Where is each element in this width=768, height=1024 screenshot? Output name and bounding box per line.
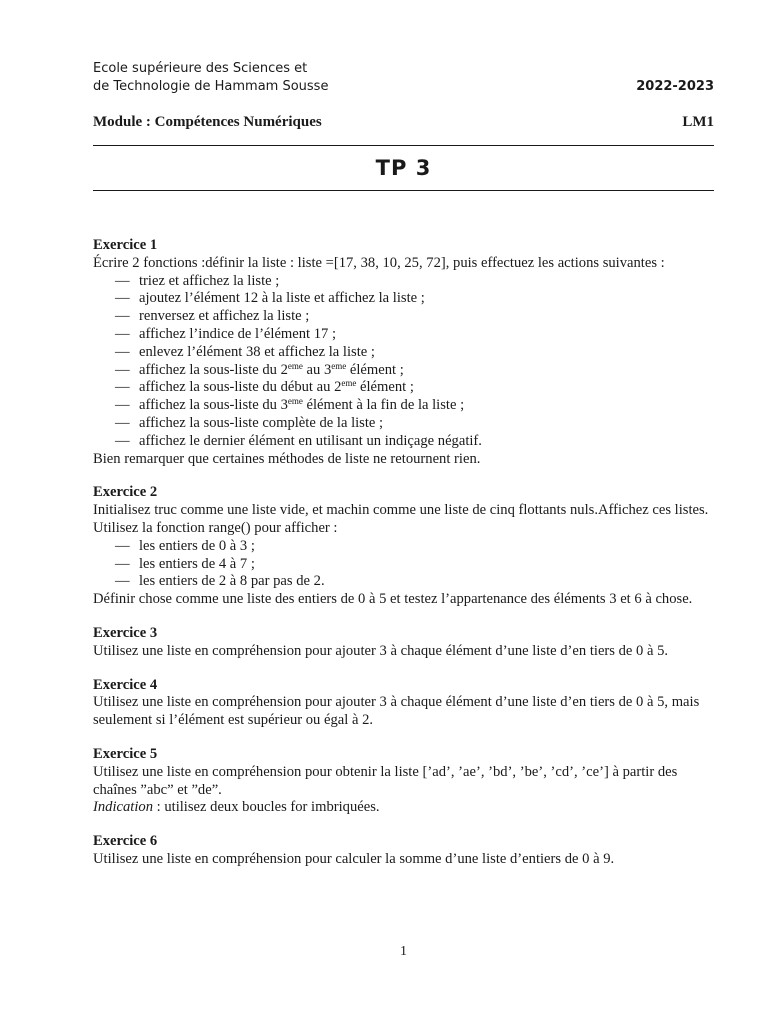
list-item-text: triez et affichez la liste ; [139, 272, 280, 289]
list-item-text: élément ; [356, 379, 414, 396]
superscript: eme [341, 378, 357, 389]
list-item-text: affichez la sous-liste du début au 2 [139, 379, 342, 396]
list-item [115, 308, 714, 326]
school-line-2: de Technologie de Hammam Sousse [93, 79, 329, 94]
dash-marker: — [115, 537, 130, 554]
dash-marker: — [115, 397, 130, 414]
list-item [115, 415, 714, 433]
list-item-text: affichez l’indice de l’élément 17 ; [139, 325, 337, 342]
exercise-paragraph: Utilisez une liste en compréhension pour ajouter 3 à chaque élément d’une liste d’en tiers de 0 à 5, mais seulement si l’élément est supérieur ou égal à 2. [93, 694, 700, 729]
list-item [115, 344, 714, 362]
superscript: eme [331, 360, 347, 371]
list-item-text: affichez la sous-liste du 3 [139, 397, 288, 414]
list-item [115, 273, 714, 291]
exercise-paragraph: Définir chose comme une liste des entiers de 0 à 5 et testez l’appartenance des éléments 3 et 6 à chose. [93, 591, 693, 608]
exercise-4 [93, 677, 714, 730]
exercise-note: Bien remarquer que certaines méthodes de liste ne retournent rien. [93, 450, 481, 467]
page-title: TP 3 [375, 156, 432, 180]
module-name: Module : Compétences Numériques [93, 114, 322, 130]
action-list [93, 273, 714, 451]
exercise-paragraph: Utilisez la fonction range() pour afficher : [93, 519, 338, 536]
exercise-indication [93, 799, 714, 817]
dash-marker: — [115, 308, 130, 325]
list-item [115, 379, 714, 397]
exercise-title: Exercice 4 [93, 676, 158, 693]
list-item-text: enlevez l’élément 38 et affichez la liste ; [139, 343, 375, 360]
exercise-title: Exercice 6 [93, 833, 158, 850]
top-rule [93, 145, 714, 146]
dash-marker: — [115, 272, 130, 289]
exercise-paragraph: Utilisez une liste en compréhension pour calculer la somme d’une liste d’entiers de 0 à 9. [93, 850, 615, 867]
dash-marker: — [115, 379, 130, 396]
document-page [93, 0, 714, 1024]
list-item-text: élément à la fin de la liste ; [302, 397, 465, 414]
superscript: eme [287, 396, 303, 407]
list-item-text: élément ; [346, 361, 404, 378]
dash-marker: — [115, 414, 130, 431]
list-item-text: les entiers de 0 à 3 ; [139, 537, 255, 554]
exercise-title: Exercice 3 [93, 624, 158, 641]
exercise-6 [93, 833, 714, 869]
list-item-text: affichez la sous-liste du 2 [139, 361, 288, 378]
dash-marker: — [115, 290, 130, 307]
exercise-5 [93, 746, 714, 817]
list-item [115, 556, 714, 574]
dash-marker: — [115, 361, 130, 378]
exercise-intro: Écrire 2 fonctions :définir la liste : liste =[17, 38, 10, 25, 72], puis effectuez les actions suivantes : [93, 254, 665, 271]
exercise-title: Exercice 1 [93, 237, 158, 253]
superscript: eme [287, 360, 303, 371]
dash-marker: — [115, 432, 130, 449]
list-item [115, 397, 714, 415]
dash-marker: — [115, 573, 130, 590]
bottom-rule [93, 190, 714, 191]
list-item [115, 573, 714, 591]
exercises [93, 237, 714, 885]
list-item [115, 433, 714, 451]
list-item-text: les entiers de 4 à 7 ; [139, 555, 255, 572]
exercise-paragraph: Utilisez une liste en compréhension pour obtenir la liste [’ad’, ’ae’, ’bd’, ’be’, ’cd’, ’ce’] à partir des chaînes ”abc” et ”de”. [93, 763, 678, 798]
list-item [115, 290, 714, 308]
list-item [115, 362, 714, 380]
school-line-1: Ecole supérieure des Sciences et [93, 61, 308, 76]
level-label: LM1 [682, 114, 714, 130]
page-number: 1 [400, 944, 407, 959]
indication-text: : utilisez deux boucles for imbriquées. [153, 799, 380, 816]
list-item [115, 538, 714, 556]
exercise-1 [93, 237, 714, 468]
exercise-2 [93, 484, 714, 609]
indication-label: Indication [93, 799, 153, 816]
exercise-3 [93, 625, 714, 661]
list-item [115, 326, 714, 344]
list-item-text: ajoutez l’élément 12 à la liste et affichez la liste ; [139, 290, 425, 307]
list-item-text: affichez le dernier élément en utilisant un indiçage négatif. [139, 432, 482, 449]
dash-marker: — [115, 343, 130, 360]
exercise-paragraph: Initialisez truc comme une liste vide, et machin comme une liste de cinq flottants nuls.Affichez ces listes. [93, 502, 709, 519]
list-item-text: renversez et affichez la liste ; [139, 308, 310, 325]
range-list [93, 538, 714, 591]
dash-marker: — [115, 325, 130, 342]
list-item-text: affichez la sous-liste complète de la liste ; [139, 414, 384, 431]
exercise-title: Exercice 5 [93, 745, 158, 762]
list-item-text: les entiers de 2 à 8 par pas de 2. [139, 573, 325, 590]
dash-marker: — [115, 555, 130, 572]
school-name [93, 60, 328, 96]
list-item-text: au 3 [302, 361, 332, 378]
exercise-paragraph: Utilisez une liste en compréhension pour ajouter 3 à chaque élément d’une liste d’en tiers de 0 à 5. [93, 642, 669, 659]
academic-year: 2022-2023 [636, 79, 714, 94]
exercise-title: Exercice 2 [93, 484, 158, 501]
